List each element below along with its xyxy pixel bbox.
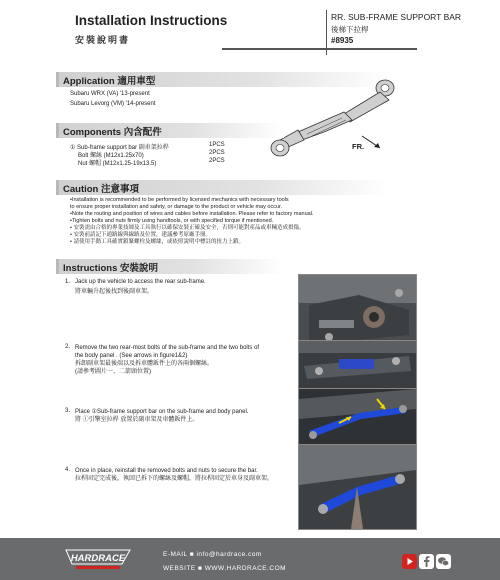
brand-name: HARDRACE — [70, 553, 126, 564]
footer-website[interactable]: WEBSITE ■ WWW.HARDRACE.COM — [163, 565, 287, 572]
footer-email[interactable]: E-MAIL ■ info@hardrace.com — [163, 551, 262, 558]
step-4-photo — [298, 444, 417, 530]
page-title-cn: 安裝說明書 — [75, 35, 131, 45]
step-en-line: the body panel . (See arrows in figure1&2) — [75, 353, 188, 359]
step-number: 1. — [65, 279, 71, 285]
step-1-text — [75, 279, 290, 295]
step-3-photo — [298, 388, 417, 446]
caution-line: • 安裝需由合格的專業技師及工具執行以確保安裝正確及安全，否則可能對產品或車輛造成損傷。 — [70, 225, 305, 231]
step-2-text — [75, 344, 295, 376]
step-cn-line: 拆卸副車架最後端以及拆車體鈑件上的各兩個螺絲。 — [75, 361, 214, 367]
component-qty: 2PCS — [209, 150, 225, 156]
caution-line: to ensure proper installation and safety, or damage to the product or vehicle may occur. — [70, 204, 283, 210]
caution-line: • 安裝前請記下通路線與線路及位置，建議參考原廠手冊。 — [70, 232, 211, 238]
caution-line: •Installation is recommended to be performed by licensed mechanics with necessary tools — [70, 197, 289, 203]
step-en-line: Once in place, reinstall the removed bolts and nuts to secure the bar. — [75, 468, 258, 474]
components-section-header — [56, 123, 284, 138]
step-en-line: Place ①Sub-frame support bar on the sub-frame and body panel. — [75, 409, 249, 415]
components-heading: Components 內含配件 — [63, 127, 162, 138]
facebook-icon[interactable] — [419, 554, 434, 569]
application-line: Subaru Levorg (VM) '14-present — [70, 101, 156, 107]
caution-line: •Note the routing and position of wires and cables before installation. Please refer to factory manual. — [70, 211, 314, 217]
application-heading: Application 適用車型 — [63, 76, 156, 87]
component-item: Bolt 螺絲 (M12x1.25x70) — [78, 153, 144, 159]
caution-line: •Tighten bolts and nuts firmly using handtools, or with specified torque if mentioned. — [70, 218, 274, 224]
front-direction-label: FR. — [352, 142, 365, 151]
step-4-text — [75, 467, 300, 483]
step-en-line: Jack up the vehicle to access the rear sub-frame. — [75, 279, 206, 285]
application-line: Subaru WRX (VA) '13-present — [70, 91, 150, 97]
part-number: #8935 — [331, 36, 354, 45]
caution-line: • 請使用手動工具確實鎖緊螺栓及螺絲，或依照說明中標註的扭力上鎖。 — [70, 239, 244, 245]
part-name: RR. SUB-FRAME SUPPORT BAR — [331, 12, 462, 22]
page-title: Installation Instructions — [75, 13, 228, 28]
step-3-text — [75, 408, 295, 424]
caution-section-header — [56, 180, 389, 195]
component-item: Nut 螺帽 (M12x1.25-19x13.5) — [78, 161, 157, 167]
caution-heading: Caution 注意事項 — [63, 184, 139, 195]
step-cn-line: 將 ①引擎室拉桿 放置於副車架及車體鈑件上。 — [75, 417, 199, 423]
header-vertical-divider — [326, 10, 327, 55]
instructions-heading: Instructions 安裝說明 — [63, 263, 159, 274]
caution-text — [70, 197, 450, 246]
part-name-cn: 後梯下拉桿 — [331, 25, 369, 34]
step-2-photo — [298, 340, 417, 389]
step-cn-line: 拉桿固定完成後，執回已拆下的螺絲及螺帽，將拉桿固定於車身及副車架。 — [75, 476, 274, 482]
support-bar-drawing — [262, 74, 412, 166]
header-divider — [222, 48, 417, 50]
component-item: ① Sub-frame support bar 副車架拉桿 — [70, 145, 169, 151]
step-en-line: Remove the two rear-most bolts of the sub-frame and the two bolts of — [75, 345, 260, 351]
component-qty: 2PCS — [209, 158, 225, 164]
step-cn-line: (請參考圖片一、二箭頭位置) — [75, 369, 151, 375]
youtube-icon[interactable] — [402, 554, 417, 569]
step-number: 2. — [65, 344, 71, 350]
step-number: 4. — [65, 467, 71, 473]
step-number: 3. — [65, 408, 71, 414]
hardrace-logo — [62, 544, 134, 574]
step-cn-line: 將車輛升起後找到後副車架。 — [75, 289, 154, 295]
instructions-section-header — [56, 259, 284, 274]
wechat-icon[interactable] — [436, 554, 451, 569]
component-qty: 1PCS — [209, 142, 225, 148]
